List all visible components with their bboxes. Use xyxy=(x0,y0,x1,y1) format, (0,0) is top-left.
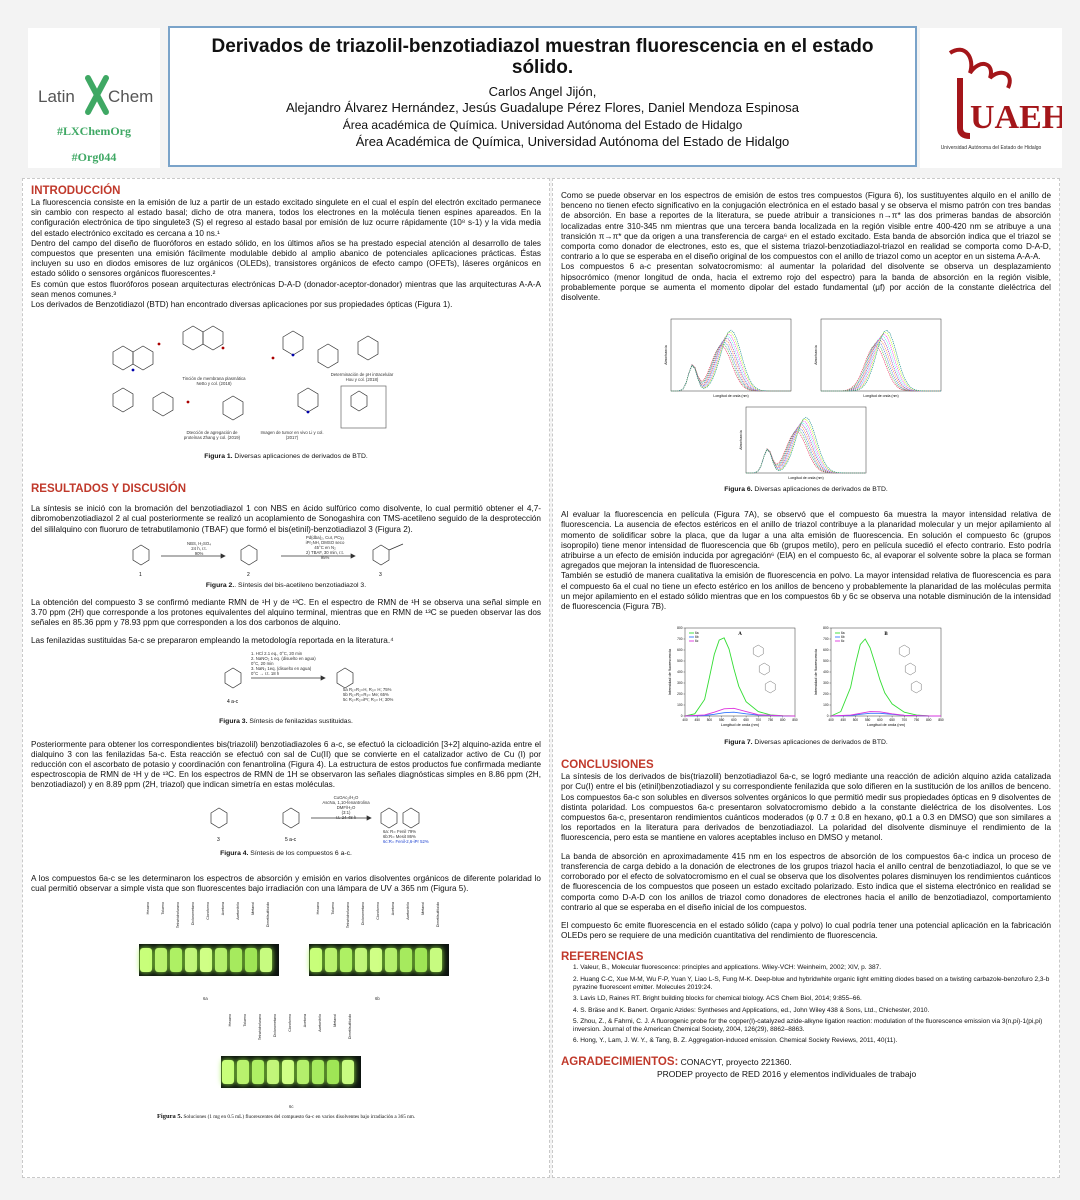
x-tick-label: 700 xyxy=(755,718,761,723)
y-tick-label: 400 xyxy=(823,670,829,675)
discussion-paragraph-3: Al evaluar la fluorescencia en película (Figura 7A), se observó que el compuesto 6a muestra la mayor intensidad relativa de fluorescencia. La ausencia de efectos estéricos en el anillo de triazol contribuye a la planaridad molecular y un mejor apilamiento al momento de solidificar sobre la placa, que da lugar a una alta emisión de fluorescencia. En solución el compuesto 6c (grupos isopropilo) tiene menor intensidad de fluorescencia que 6b (grupos metilo), pero en película sucedió el efecto contrario. Esto podría atribuirse a un efecto de emisión inducida por agregación⁶ (EIA) en el compuesto 6c, al evaporar el solvente sobre la placa se forman agregados que mejoran la intensidad de fluorescencia. xyxy=(561,510,1051,571)
legend-entry: 6a xyxy=(841,631,845,636)
y-tick-label: 0 xyxy=(826,714,829,719)
spectrum-line xyxy=(746,417,866,473)
solvent-label: Cloroformo xyxy=(376,902,380,920)
fluorescent-vial xyxy=(312,1060,324,1084)
x-tick-label: 450 xyxy=(840,718,846,723)
x-tick-label: 800 xyxy=(780,718,786,723)
y-tick-label: 600 xyxy=(823,648,829,653)
results-paragraph-4: Posteriormente para obtener los correspondientes bis(triazolil) benzotiadiazoles 6 a-c, se efectuó la cicloadición [3+2] alquino-azida entre el dialquino 3 con las fenilazidas 5a-c. Esta reacción se efectuó con sal de Cu(II) que se convierte en el catalizador activo de Cu (I) por reducción con el ascorbato de potasio y coordinación con fenantrolina (Figura 4). La estructura de estos productos fue confirmada mediante espectroscopia de RMN de ¹H y de ¹³C. En los espectros de RMN de 1H se observaron las señales diagnósticas simples en 8.86 ppm (2H, benzotiadiazol) y en 8.89 ppm (2H, triazol) que indican simetría en estas moléculas. xyxy=(31,739,541,790)
results-paragraph-3: Las fenilazidas sustituidas 5a-c se prepararon empleando la metodología reportada en la literatura.⁴ xyxy=(31,636,394,646)
y-tick-label: 100 xyxy=(677,703,683,708)
fluorescent-vial xyxy=(310,948,322,972)
fluorescent-vial xyxy=(170,948,182,972)
solvent-label: Acetonitrilo xyxy=(406,902,410,920)
solvent-label: Tolueno xyxy=(331,902,335,915)
x-tick-label: 600 xyxy=(731,718,737,723)
fluorescent-vial xyxy=(385,948,397,972)
reference-item: 6. Hong, Y., Lam, J. W. Y., & Tang, B. Z. Aggregation-induced emission. Chemical Society Reviews, 2011, 40(11). xyxy=(573,1037,898,1045)
molecule-sketch-icon xyxy=(765,681,775,693)
spectrum-line xyxy=(746,423,866,473)
y-tick-label: 800 xyxy=(823,626,829,631)
spectrum-line xyxy=(821,346,941,391)
fig3-products: 5a R₁=R₂=H, R₃= H; 75% 5b R₁=R₂=R₃= Me; 65% 5c R₁=R₂=iPr; R₃= H; 30% xyxy=(343,686,394,702)
solvent-label: Hexano xyxy=(228,1014,232,1027)
figure-5-caption: Figura 5. Soluciones (1 mg en 0.5 mL) fluorescentes del compuesto 6a-c en varios disolventes bajo irradiación a 365 nm. xyxy=(156,1113,416,1121)
solvent-label: Acetona xyxy=(303,1014,307,1028)
solvent-label: Acetona xyxy=(221,902,225,916)
co-authors: Alejandro Álvarez Hernández, Jesús Guadalupe Pérez Flores, Daniel Mendoza Espinosa xyxy=(285,100,800,115)
x-tick-label: 850 xyxy=(792,718,798,723)
fluorescent-vial xyxy=(200,948,212,972)
intro-paragraph-2: Dentro del campo del diseño de fluoróforos en estado sólido, en los últimos años se ha prestado especial atención al desarrollo de tales compuestos que presenten una emisión fácilmente modulable debido al amplio abanico de potenciales aplicaciones prácticas. Éstas incluyen su uso en diodos emisores de luz orgánicos (OLEDs), transistores orgánicos de efecto campo (OFETs), láseres orgánicos en estado sólido o sensores orgánicos fluorescentes.² xyxy=(31,238,541,279)
reference-item: 5. Zhou, Z., & Fahrni, C. J. A fluorogenic probe for the copper(I)-catalyzed azide-alkyne ligation reaction: modulation of the fluorescence emission via 3(n,pi)-1(pi,pi) inversion. Journal of the American Chemical Society, 2004, 126(29), 8862–8863. xyxy=(573,1017,1043,1034)
affiliation-1: Área académica de Química. Universidad Autónoma del Estado de Hidalgo xyxy=(342,118,743,132)
solvent-label: Hexano xyxy=(316,902,320,915)
spectrum-line xyxy=(821,342,941,391)
reference-item: 4. S. Bräse and K. Banert. Organic Azides: Syntheses and Applications, ed., John Wiley 438 & Sons, Ltd., Chichester, 2010. xyxy=(573,1006,930,1014)
fig2-conditions-1: NBS, H₂SO₄ 24 h, r.t. 90% xyxy=(187,540,211,556)
fig3-conditions: 1. HCl 2.1 eq., 0°C, 20 min 2. NaNO₂ 1 eq. (disuelto en agua) 0°C, 20 min 3. NaN₃ 1eq. (disuelto en agua) 0°C → r.t. 18 h xyxy=(251,650,316,676)
series-line-6a xyxy=(831,639,941,716)
solvent-label: Tetrahidrofurano xyxy=(176,902,180,929)
spectra-xlabel: Longitud de onda (nm) xyxy=(863,394,899,399)
conclusions-paragraph-2: La banda de absorción en aproximadamente 415 nm en los espectros de absorción de los compuestos 6a-c indica un proceso de transferencia de carga debido a la donación de electrones de los grupos triazol hacia el anillo central de benzotiadiazol, lo que se ve corroborado por el efecto de solvatocromismo en el cual se observa que los disolventes polares disminuyen los rendimientos cuánticos de fluorescencia de los compuestos que poseen un estado excitado polarizado. Esto indica que el sistema electrónico en realidad se comporta como D-A-D con los anillos de triazol como donadores de electrones hacia el anillo de benzotiadiazol, comportamiento contrario al que se esperaba en el diseño inicial de los compuestos. xyxy=(561,851,1051,912)
svg-text:2: 2 xyxy=(247,571,250,578)
legend-entry: 6b xyxy=(695,635,699,640)
fluorescent-vial xyxy=(430,948,442,972)
fluorescent-vial xyxy=(340,948,352,972)
x-axis-label: Longitud de onda (nm) xyxy=(720,723,760,728)
uaeh-logo xyxy=(920,28,1062,168)
results-paragraph-2: La obtención del compuesto 3 se confirmó mediante RMN de ¹H y de ¹³C. En el espectro de RMN de ¹H se observa una señal simple en 3.70 ppm (2H) que corresponde a los protones equivalentes del alquino terminal, mientras que en RMN de ¹³C se pueden observar las dos señales en 85.36 ppm y 78.93 ppm que corresponden a los dos carbonos de alquino. xyxy=(31,597,541,628)
fig4-products: 6a: R= Fenil 79% 6b:R= Mesit 86% 6c:R= Fenil-2,6-iPr 52% xyxy=(383,828,429,844)
spectrum-line xyxy=(671,338,791,391)
acknowledgements xyxy=(561,1056,1051,1079)
spectrum-line xyxy=(821,344,941,391)
fluorescent-vial xyxy=(140,948,152,972)
x-tick-label: 650 xyxy=(743,718,749,723)
conclusions-heading: CONCLUSIONES xyxy=(561,759,654,772)
y-tick-label: 200 xyxy=(677,692,683,697)
x-tick-label: 600 xyxy=(877,718,883,723)
figure-1-structures-icon xyxy=(93,312,493,442)
ack-line-1: CONACYT, proyecto 221360. xyxy=(680,1056,792,1067)
x-tick-label: 750 xyxy=(913,718,920,723)
fig1-label-1: Tinción de membrana plasmática Netto y col. (2018) xyxy=(182,376,246,387)
spectrum-line xyxy=(821,340,941,391)
x-tick-label: 750 xyxy=(767,718,774,723)
figure-6-caption: Figura 6. Diversas aplicaciones de derivados de BTD. xyxy=(724,486,888,494)
fluorescent-vial xyxy=(155,948,167,972)
legend-entry: 6b xyxy=(841,635,845,640)
discussion-paragraph-4: También se estudió de manera cualitativa la emisión de fluorescencia en polvo. La mayor intensidad relativa de fluorescencia es para el compuesto 6a el cual no tiene un efecto estérico en los anillos de benceno y probablemente la planaridad de las moléculas permita un mejor apilamiento en el estado sólido mientras que en los compuestos 6b y 6c se observa una notable disminución de la intensidad de fluorescencia (Figura 7B). xyxy=(561,571,1051,612)
panel-label: B xyxy=(884,632,888,638)
spectrum-line xyxy=(746,426,866,473)
y-tick-label: 200 xyxy=(823,692,829,697)
y-axis-label: Intensidad de fluorescencia xyxy=(668,649,672,696)
fluorescent-vial xyxy=(415,948,427,972)
discussion-paragraph-1: Como se puede observar en los espectros de emisión de estos tres compuestos (Figura 6), los sustituyentes alquilo en el anillo de benceno no tienen efecto significativo en la conjugación electrónica en el estado basal y se observa el mismo patrón con tres bandas de absorción. En base a reportes de la literatura, se puede atribuir a transiciones n→π* las dos primeras bandas de absorción localizadas entre 310-345 nm mientras que una tercera banda localizada en la región visible entre 400-420 nm se atribuye a una transición π→π* que da origen a una transferencia de carga⁶ en el estado excitado. Esta banda de absorción indica que el triazol se comporta como donador de electrones, esto es, que el sistema triazol-benzotiadiazol-triazol en realidad se comporta como D-A-D, contrario a lo que se esperaba en el diseño original de los compuestos con el anillo de triazol como un aceptor en un sistema A-A-A. xyxy=(561,191,1051,262)
spectrum-line xyxy=(821,330,941,391)
figure-7-caption: Figura 7. Diversas aplicaciones de derivados de BTD. xyxy=(724,739,888,747)
x-tick-label: 500 xyxy=(706,718,713,723)
conclusions-paragraph-3: El compuesto 6c emite fluorescencia en el estado sólido (capa y polvo) lo cual podría tener una potencial aplicación en la fabricación OLEDs pero se requiere de una medición cuantitativa del rendimiento de fluorescencia. xyxy=(561,920,1051,941)
solvent-label: Cloroformo xyxy=(288,1014,292,1032)
fluorescent-vial xyxy=(325,948,337,972)
svg-text:3: 3 xyxy=(379,571,382,578)
fluorescent-vial xyxy=(400,948,412,972)
x-tick-label: 400 xyxy=(682,718,688,723)
hashtag-label: #LXChemOrg xyxy=(57,124,131,138)
solvent-label: Tetrahidrofurano xyxy=(346,902,350,929)
fig1-label-2: Determinación de pH intracelular Hou y col. (2018) xyxy=(330,372,394,383)
spectrum-line xyxy=(821,338,941,391)
spectra-xlabel: Longitud de onda (nm) xyxy=(788,476,824,481)
spectrum-line xyxy=(671,342,791,391)
reference-item: 3. Lavis LD, Raines RT. Bright building blocks for chemical biology. ACS Chem Biol, 2014; 9:855–66. xyxy=(573,995,862,1003)
solvent-label: Dimetilsulfóxido xyxy=(266,902,270,928)
spectrum-line xyxy=(671,333,791,392)
reference-item: 2. Huang C-C, Xue M-M, Wu F-P, Yuan Y, Liao L-S, Fung M-K. Deep-blue and hybridwhite organic light emitting diodes based on a twisting carbazole-benzofuro 2,3-b pyrazine fluorescent emitter. Molecules 2019:24. xyxy=(573,975,1050,991)
intro-paragraph-3: Es común que estos fluoróforos posean arquitecturas electrónicas D-A-D (donador-aceptor-donador) mientras que las arquitecturas A-A-A sean menos comunes.³ xyxy=(31,279,541,299)
figure-3 xyxy=(31,649,541,717)
svg-text:3: 3 xyxy=(217,836,220,843)
right-column xyxy=(552,178,1060,1178)
molecule-sketch-icon xyxy=(753,645,763,657)
y-axis-label: Intensidad de fluorescencia xyxy=(814,649,818,696)
solvent-label: Cloroformo xyxy=(206,902,210,920)
solvent-label: Hexano xyxy=(146,902,150,915)
fluorescent-vial xyxy=(245,948,257,972)
solvent-label: Tolueno xyxy=(243,1014,247,1027)
molecule-sketch-icon xyxy=(911,681,921,693)
solvent-label: Metanol xyxy=(251,902,255,915)
figure-4-caption: Figura 4. Síntesis de los compuestos 6 a-c. xyxy=(220,849,352,857)
fig1-label-4: Imagen de tumor en vivo Li y col. (2017) xyxy=(260,430,324,441)
conclusions-paragraph-1: La síntesis de los derivados de bis(triazolil) benzotiadiazol 6a-c, se logró mediante una reacción de adición alquino azida catalizada por Cu(I) entre el bis (etinil)benzotiadiazol y su correspondiente fenilazida que solo difieren en la sustitución de los anillos de benceno. Los compuestos 6a-c son solubles en diversos solventes orgánicos lo que permitió medir sus propiedades ópticas en 9 disolventes de distinta polaridad. Los compuestos 6a-c presentaron solvatocromismo debido a la constante dieléctrica de los disolventes. Los compuestos 6a-c, presentaron rendimientos cuánticos moderados (φ 0.7 ± 0.8 en hexano, φ0.1 a 0.3 en DMSO) que son similares a los reportados en la literatura para derivados de benzotiadiazol. La polaridad del disolvente disminuye el rendimiento de la fluorescencia, pero esta se mantiene en valores aceptables incluso en DMSO y metanol. xyxy=(561,772,1051,843)
molecule-sketch-icon xyxy=(759,663,769,675)
solvent-label: Diclorometano xyxy=(191,902,195,926)
logo-text-chem: Chem xyxy=(108,87,154,106)
fig2-conditions-2: Pd(dba)₂, CuI, PCy₃ iPr₂NH, DMSO seco 45°C en N₂ 2) TBAF, 30 min, r.t. 95% xyxy=(305,534,345,560)
y-tick-label: 800 xyxy=(677,626,683,631)
y-tick-label: 300 xyxy=(823,681,829,686)
vials-6b xyxy=(309,900,449,980)
fig5-label-6b: 6b xyxy=(375,996,380,1002)
series-line-6a xyxy=(685,638,795,716)
molecule-sketch-icon xyxy=(905,663,915,675)
vials-6a xyxy=(139,900,279,980)
fig5-label-6a: 6a xyxy=(203,996,208,1002)
figure-4 xyxy=(31,793,541,849)
y-tick-label: 0 xyxy=(680,714,683,719)
spectrum-line xyxy=(671,346,791,391)
series-line-6c xyxy=(685,709,795,717)
figure-1 xyxy=(31,310,541,452)
ack-line-2: PRODEP proyecto de RED 2016 y elementos individuales de trabajo xyxy=(657,1068,917,1079)
vials-6c xyxy=(221,1012,361,1092)
intro-paragraph-4: Los derivados de Benzotidiazol (BTD) han encontrado diversas aplicaciones por sus propiedades ópticas (Figura 1). xyxy=(31,300,453,310)
figure-2-caption: Figura 2.. Síntesis del bis-acetileno benzotiadiazol 3. xyxy=(205,581,367,589)
spectra-ylabel: Absorbancia xyxy=(739,430,743,450)
x-tick-label: 400 xyxy=(828,718,834,723)
panel-label: A xyxy=(738,632,742,638)
svg-text:1: 1 xyxy=(139,571,142,578)
molecule-sketch-icon xyxy=(899,645,909,657)
solvent-label: Diclorometano xyxy=(361,902,365,926)
figure-7-emission-charts xyxy=(661,620,961,736)
title-box xyxy=(168,26,917,167)
affiliation-2: Área Académica de Química, Universidad Autónoma del Estado de Hidalgo xyxy=(355,134,790,149)
spectra-ylabel: Absorbancia xyxy=(664,345,668,365)
y-tick-label: 700 xyxy=(823,637,829,642)
chart-frame xyxy=(831,628,941,716)
x-tick-label: 850 xyxy=(938,718,944,723)
reference-item: 1. Valeur, B., Molecular fluorescence: principles and applications. Wiley-VCH: Weinheim, 2002; XIV, p. 387. xyxy=(573,964,882,972)
fluorescent-vial xyxy=(222,1060,234,1084)
main-author: Carlos Angel Jijón, xyxy=(488,84,597,99)
spectra-ylabel: Absorbancia xyxy=(814,345,818,365)
x-tick-label: 500 xyxy=(852,718,859,723)
fluorescent-vial xyxy=(327,1060,339,1084)
y-tick-label: 500 xyxy=(823,659,829,664)
figure-7 xyxy=(561,620,1051,738)
spectrum-line xyxy=(671,344,791,391)
figure-6 xyxy=(561,311,1051,487)
logo-text-latin: Latin xyxy=(38,87,75,106)
results-paragraph-5: A los compuestos 6a-c se les determinaron los espectros de absorción y emisión en varios disolventes orgánicos de diferente polaridad lo cual permitió observar a simple vista que son fluorescentes bajo irradiación con una lámpara de UV a 365 nm (Figura 5). xyxy=(31,873,541,893)
y-tick-label: 300 xyxy=(677,681,683,686)
intro-heading: INTRODUCCIÓN xyxy=(31,185,121,197)
x-tick-label: 550 xyxy=(719,718,725,723)
fluorescent-vial xyxy=(230,948,242,972)
x-tick-label: 550 xyxy=(865,718,871,723)
fluorescent-vial xyxy=(215,948,227,972)
solvent-label: Acetonitrilo xyxy=(318,1014,322,1032)
svg-text:5 a-c: 5 a-c xyxy=(285,836,297,843)
x-tick-label: 800 xyxy=(926,718,932,723)
uaeh-subtitle: Universidad Autónoma del Estado de Hidalgo xyxy=(940,145,1042,151)
spectrum-line xyxy=(746,430,866,473)
solvent-label: Dimetilsulfóxido xyxy=(436,902,440,928)
fluorescent-vial xyxy=(282,1060,294,1084)
spectrum-line xyxy=(746,428,866,473)
spectra-axes xyxy=(821,319,941,391)
fluorescent-vial xyxy=(370,948,382,972)
legend-entry: 6c xyxy=(695,639,699,644)
discussion-paragraph-2: Los compuestos 6 a-c presentan solvatocromismo: al aumentar la polaridad del disolvente se observa un desplazamiento hipsocrómico (menor longitud de onda, hacia el extremo rojo del espectro) para la banda de absorción en la región visible, probablemente porque se aumenta el momento dipolar del estado fundamental (μf) por acción de la constante dieléctrica del disolvente. xyxy=(561,262,1051,303)
solvent-label: Tolueno xyxy=(161,902,165,915)
solvent-label: Tetrahidrofurano xyxy=(258,1014,262,1041)
figure-2 xyxy=(31,535,541,581)
figure-3-caption: Figura 3. Síntesis de fenilazidas sustituidas. xyxy=(219,717,353,725)
ack-heading: AGRADECIMIENTOS: xyxy=(561,1055,679,1068)
fig5-label-6c: 6c xyxy=(289,1104,294,1110)
fluorescent-vial xyxy=(342,1060,354,1084)
figure-5 xyxy=(31,900,541,1112)
left-column xyxy=(22,178,550,1178)
y-tick-label: 500 xyxy=(677,659,683,664)
fig4-conditions: CuOAc₂/H₂O AscNa, 1,10-fenantrolina DMF/H₂O (3:1) r.t. 24-48 h xyxy=(322,794,370,820)
references-list xyxy=(561,964,1051,1045)
uaeh-logo-text: UAEH xyxy=(970,99,1062,136)
y-tick-label: 100 xyxy=(823,703,829,708)
fluorescent-vial xyxy=(185,948,197,972)
solvent-label: Dimetilsulfóxido xyxy=(348,1014,352,1040)
spectrum-line xyxy=(821,334,941,391)
fluorescent-vial xyxy=(252,1060,264,1084)
figure-1-caption: Figura 1. Diversas aplicaciones de derivados de BTD. xyxy=(204,453,368,461)
fluorescent-vial xyxy=(297,1060,309,1084)
x-tick-label: 650 xyxy=(889,718,895,723)
references-heading: REFERENCIAS xyxy=(561,951,644,964)
fluorescent-vial xyxy=(237,1060,249,1084)
spectrum-line xyxy=(746,425,866,473)
chart-frame xyxy=(685,628,795,716)
svg-text:4 a-c: 4 a-c xyxy=(227,698,239,705)
latinxchem-logo xyxy=(28,28,160,168)
spectrum-line xyxy=(821,333,941,392)
spectra-xlabel: Longitud de onda (nm) xyxy=(713,394,749,399)
y-tick-label: 400 xyxy=(677,670,683,675)
x-tick-label: 700 xyxy=(901,718,907,723)
results-heading: RESULTADOS Y DISCUSIÓN xyxy=(31,483,187,496)
uaeh-emblem-icon xyxy=(920,28,1062,146)
solvent-label: Acetona xyxy=(391,902,395,916)
fig1-label-3: Dtección de agregación de proteínas Zhang y col. (2019) xyxy=(183,430,241,441)
solvent-label: Acetonitrilo xyxy=(236,902,240,920)
spectrum-line xyxy=(671,340,791,391)
figure-6-spectra xyxy=(661,311,961,483)
solvent-label: Metanol xyxy=(421,902,425,915)
x-axis-label: Longitud de onda (nm) xyxy=(866,723,906,728)
legend-entry: 6c xyxy=(841,639,845,644)
results-paragraph-1: La síntesis se inició con la bromación del benzotiadiazol 1 con NBS en ácido sulfúrico como disolvente, lo cual permitió obtener el 4,7-dibromobenzotiadiazol 2 al cual posteriormente se realizó un acoplamiento de Sonogashira con TMS-acetileno seguido de la desprotección del sililalquino con fluoruro de tetrabutilamonio (TBAF) que formó el bis(etinil)-benzotiadiazol 3 (Figura 2). xyxy=(31,504,541,534)
x-tick-label: 450 xyxy=(694,718,700,723)
solvent-label: Diclorometano xyxy=(273,1014,277,1038)
solvent-label: Metanol xyxy=(333,1014,337,1027)
intro-paragraph-1: La fluorescencia consiste en la emisión de luz a partir de un estado excitado singulete en el cual el espín del electrón excitado permanece sin cambio con respecto al estado basal; dicho de otra manera, todos los electrones en la molécula tienen espines apareados. En la configuración electrónica de tipo singulete3 (S) el regreso al estado basal por emisión de luz ocurre rápidamente (10⁸ s-1) y la vida media del estado electrónico excitado es cercana a 10 ns.¹ xyxy=(31,198,541,238)
legend-entry: 6a xyxy=(695,631,699,636)
y-tick-label: 700 xyxy=(677,637,683,642)
fluorescent-vial xyxy=(260,948,272,972)
y-tick-label: 600 xyxy=(677,648,683,653)
fluorescent-vial xyxy=(267,1060,279,1084)
poster-title: Derivados de triazolil-benzotiadiazol muestran fluorescencia en el estado sólido. xyxy=(211,36,874,78)
latinxchem-mark-icon xyxy=(28,72,160,122)
poster-code-label: #Org044 xyxy=(71,150,117,164)
fluorescent-vial xyxy=(355,948,367,972)
